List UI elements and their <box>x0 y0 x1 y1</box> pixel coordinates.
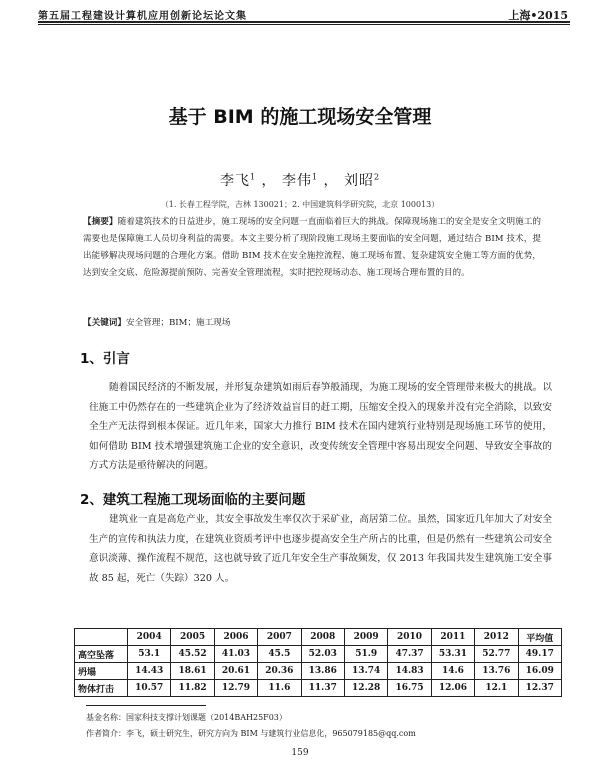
accident-statistics-table <box>74 628 562 697</box>
table-row <box>75 680 562 697</box>
table-cell: 20.36 <box>258 663 301 680</box>
keywords-label: 【关键词】 <box>83 318 126 328</box>
table-cell: 13.74 <box>344 663 387 680</box>
table-cell: 14.6 <box>431 663 474 680</box>
table-header-row <box>75 629 562 646</box>
page-number: 159 <box>291 748 309 758</box>
table-cell: 11.37 <box>301 680 344 697</box>
table-cell: 53.31 <box>431 646 474 663</box>
table-cell: 41.03 <box>214 646 257 663</box>
table-cell: 11.6 <box>258 680 301 697</box>
footnote-rule <box>86 705 206 706</box>
table-cell: 45.52 <box>171 646 214 663</box>
table-cell: 20.61 <box>214 663 257 680</box>
author-affil-mark: 1 <box>311 172 319 182</box>
location-year: 上海•2015 <box>508 9 568 22</box>
table-header-cell: 2010 <box>388 629 431 646</box>
author-name: 李伟 <box>281 173 312 189</box>
table-header-cell: 2004 <box>128 629 171 646</box>
keywords-text: 安全管理；BIM；施工现场 <box>125 318 231 328</box>
header-rule-thin <box>38 24 570 25</box>
table-row <box>75 646 562 663</box>
table-header-cell: 平均值 <box>518 629 561 646</box>
affiliation: （1. 长春工程学院，吉林 130021；2. 中国建筑科学研究院，北京 100013） <box>160 200 440 209</box>
section-paragraph: 建筑业一直是高危产业，其安全事故发生率仅次于采矿业，高居第二位。虽然，国家近几年加大了对安全生产的宣传和执法力度，在建筑业资质考评中也逐步提高安全生产所占的比重，但是仍然有一些建筑公司安全意识淡薄、操作流程不规范，这也就导致了近几年安全生产事故频发，仅 2013 年我国共发生建筑施工安全事故 85 起，死亡（失踪）320 人。 <box>89 514 552 584</box>
abstract-label: 【摘要】 <box>83 217 118 227</box>
paper-title: 基于 BIM 的施工现场安全管理 <box>168 106 432 128</box>
author-affil-mark: 2 <box>373 172 381 182</box>
table-cell: 13.76 <box>475 663 518 680</box>
table-row-label: 高空坠落 <box>75 646 128 663</box>
keywords <box>83 316 541 328</box>
table-header-cell: 2005 <box>171 629 214 646</box>
author-separator: ， <box>323 173 339 189</box>
table-cell: 45.5 <box>258 646 301 663</box>
table-cell: 13.86 <box>301 663 344 680</box>
author-name: 刘昭 <box>343 173 374 189</box>
author-list <box>0 170 600 190</box>
table-header-cell: 2009 <box>344 629 387 646</box>
table-cell: 16.09 <box>518 663 561 680</box>
section-paragraph: 随着国民经济的不断发展，并形复杂建筑如雨后春笋般涌现，为施工现场的安全管理带来极大的挑战。以往施工中仍然存在的一些建筑企业为了经济效益盲目的赶工期，压缩安全投入的现象并没有完全消除，以致安全生产无法得到根本保证。近几年来，国家大力推行 BIM 技术在国内建筑行业特别是现场施工环节的使用，如何借助 BIM 技术增强建筑施工企业的安全意识，改变传统安全管理中容易出现安全问题、导致安全事故的方式方法是亟待解决的问题。 <box>89 382 552 471</box>
author-affil-mark: 1 <box>249 172 257 182</box>
footnote-fund: 基金名称：国家科技支撑计划课题（2014BAH25F03） <box>86 713 287 722</box>
author-separator: ， <box>261 173 277 189</box>
table-cell: 14.43 <box>128 663 171 680</box>
table-cell: 12.37 <box>518 680 561 697</box>
footnote-author: 作者简介：李飞，硕士研究生，研究方向为 BIM 与建筑行业信息化，965079185@qq.com <box>86 729 416 738</box>
table-row-label: 物体打击 <box>75 680 128 697</box>
journal-name: 第五届工程建设计算机应用创新论坛论文集 <box>38 11 247 22</box>
table-cell: 16.75 <box>388 680 431 697</box>
table-cell: 11.82 <box>171 680 214 697</box>
table-cell: 52.03 <box>301 646 344 663</box>
section-heading: 2、建筑工程施工现场面临的主要问题 <box>80 492 306 508</box>
section-heading: 1、引言 <box>80 351 130 367</box>
table-cell: 12.06 <box>431 680 474 697</box>
running-header <box>38 5 568 21</box>
abstract-text: 随着建筑技术的日益进步，施工现场的安全问题一直面临着巨大的挑战。保障现场施工的安全是安全文明施工的需要也是保障施工人员切身利益的需要。本文主要分析了现阶段施工现场主要面临的安全问题，通过结合 BIM 技术，提出能够解决现场问题的合理化方案。借助 BIM 技术在安全施控流程、施工现场布置、复杂建筑安全施工等方面的优势，达到安全交底、危险源提前预防、完善安全管理流程，实时把控现场动态、施工现场合理布置的目的。 <box>83 217 541 278</box>
table-cell: 12.79 <box>214 680 257 697</box>
table-row-label: 坍塌 <box>75 663 128 680</box>
table-cell: 49.17 <box>518 646 561 663</box>
abstract <box>83 214 541 282</box>
table-cell: 52.77 <box>475 646 518 663</box>
table-cell: 12.28 <box>344 680 387 697</box>
table-cell: 12.1 <box>475 680 518 697</box>
table-header-cell: 2012 <box>475 629 518 646</box>
table-header-cell: 2007 <box>258 629 301 646</box>
table-cell: 53.1 <box>128 646 171 663</box>
table-row <box>75 663 562 680</box>
table-header-cell: 2011 <box>431 629 474 646</box>
table-cell: 18.61 <box>171 663 214 680</box>
header-rule <box>38 21 570 23</box>
author-name: 李飞 <box>219 173 250 189</box>
table-cell: 10.57 <box>128 680 171 697</box>
table-cell: 51.9 <box>344 646 387 663</box>
table-cell: 14.83 <box>388 663 431 680</box>
table-cell: 47.37 <box>388 646 431 663</box>
table-header-cell <box>75 629 128 646</box>
table-header-cell: 2006 <box>214 629 257 646</box>
table-header-cell: 2008 <box>301 629 344 646</box>
